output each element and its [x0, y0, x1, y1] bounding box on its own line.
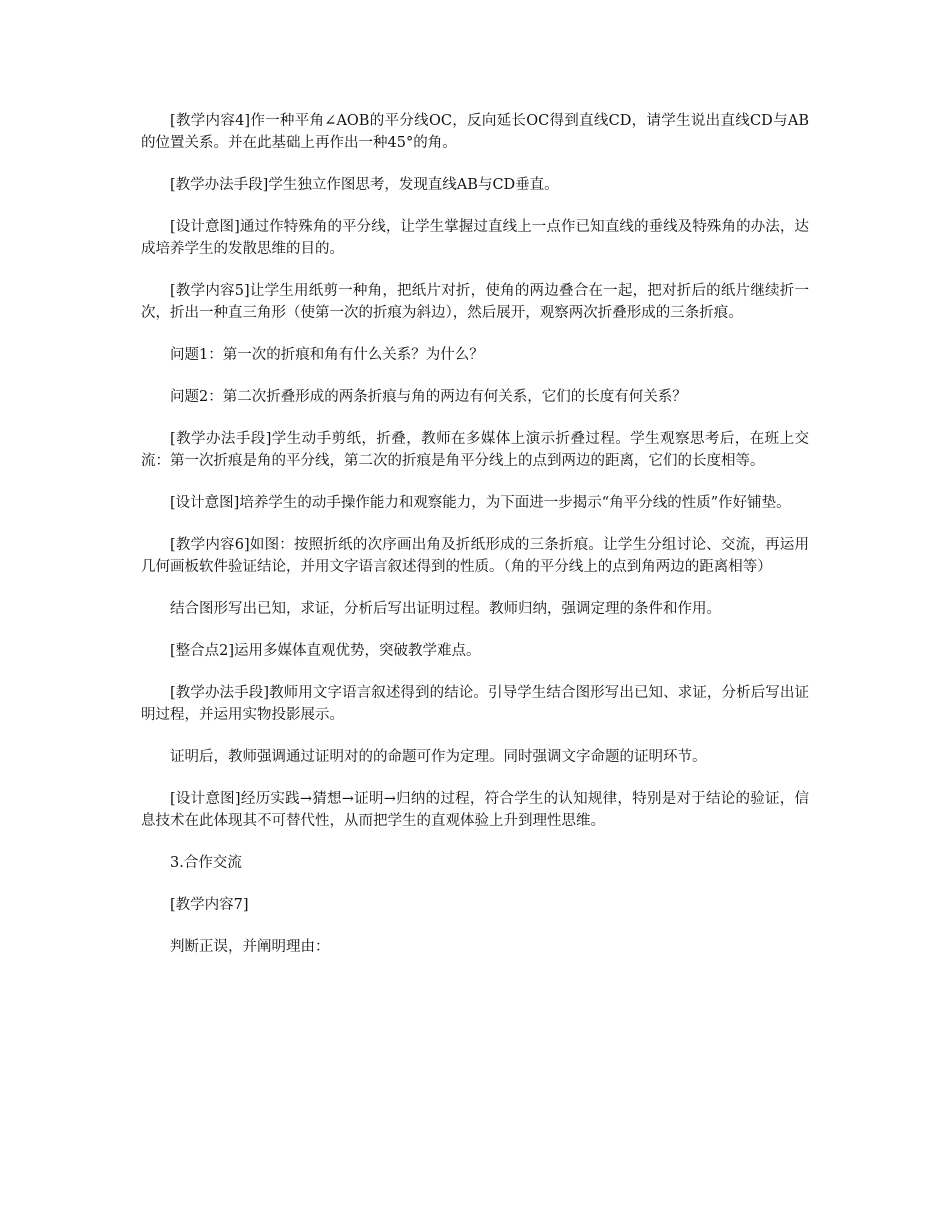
paragraph-method-6: [教学办法手段]教师用文字语言叙述得到的结论。引导学生结合图形写出已知、求证，分析后写出证明过程，并运用实物投影展示。	[141, 685, 809, 723]
paragraph-after-proof: 证明后，教师强调通过证明对的的命题可作为定理。同时强调文字命题的证明环节。	[170, 749, 707, 765]
paragraph-content-6: [教学内容6]如图：按照折纸的次序画出角及折纸形成的三条折痕。让学生分组讨论、交流，再运用几何画板软件验证结论，并用文字语言叙述得到的性质。（角的平分线上的点到角两边的距离相等）	[141, 537, 809, 575]
paragraph-intent-6: [设计意图]经历实践→猜想→证明→归纳的过程，符合学生的认知规律，特别是对于结论的验证，信息技术在此体现其不可替代性，从而把学生的直观体验上升到理性思维。	[141, 791, 809, 829]
paragraph-content-7: [教学内容7]	[170, 897, 249, 913]
paragraph-method-4: [教学办法手段]学生独立作图思考，发现直线AB与CD垂直。	[170, 177, 559, 193]
paragraph-judge-prompt: 判断正误，并阐明理由：	[170, 939, 330, 955]
paragraph-intent-5: [设计意图]培养学生的动手操作能力和观察能力，为下面进一步揭示“角平分线的性质”作好铺垫。	[170, 495, 791, 511]
paragraph-question-2: 问题2：第二次折叠形成的两条折痕与角的两边有何关系，它们的长度有何关系？	[170, 389, 687, 405]
paragraph-content-4: [教学内容4]作一种平角∠AOB的平分线OC，反向延长OC得到直线CD，请学生说出直线CD与AB的位置关系。并在此基础上再作出一种45°的角。	[141, 113, 809, 151]
paragraph-question-1: 问题1：第一次的折痕和角有什么关系？为什么？	[170, 347, 484, 363]
section-heading-cooperation: 3.合作交流	[170, 855, 242, 871]
paragraph-intent-4: [设计意图]通过作特殊角的平分线，让学生掌握过直线上一点作已知直线的垂线及特殊角的办法，达成培养学生的发散思维的目的。	[141, 219, 809, 257]
paragraph-method-5: [教学办法手段]学生动手剪纸，折叠，教师在多媒体上演示折叠过程。学生观察思考后，在班上交流：第一次折痕是角的平分线，第二次的折痕是角平分线上的点到两边的距离，它们的长度相等。	[141, 431, 809, 469]
paragraph-integration-2: [整合点2]运用多媒体直观优势，突破教学难点。	[170, 643, 481, 659]
document-body	[141, 110, 809, 978]
paragraph-content-5: [教学内容5]让学生用纸剪一种角，把纸片对折，使角的两边叠合在一起，把对折后的纸片继续折一次，折出一种直三角形（使第一次的折痕为斜边），然后展开，观察两次折叠形成的三条折痕。	[141, 283, 809, 321]
paragraph-proof-steps: 结合图形写出已知，求证，分析后写出证明过程。教师归纳，强调定理的条件和作用。	[170, 601, 721, 617]
